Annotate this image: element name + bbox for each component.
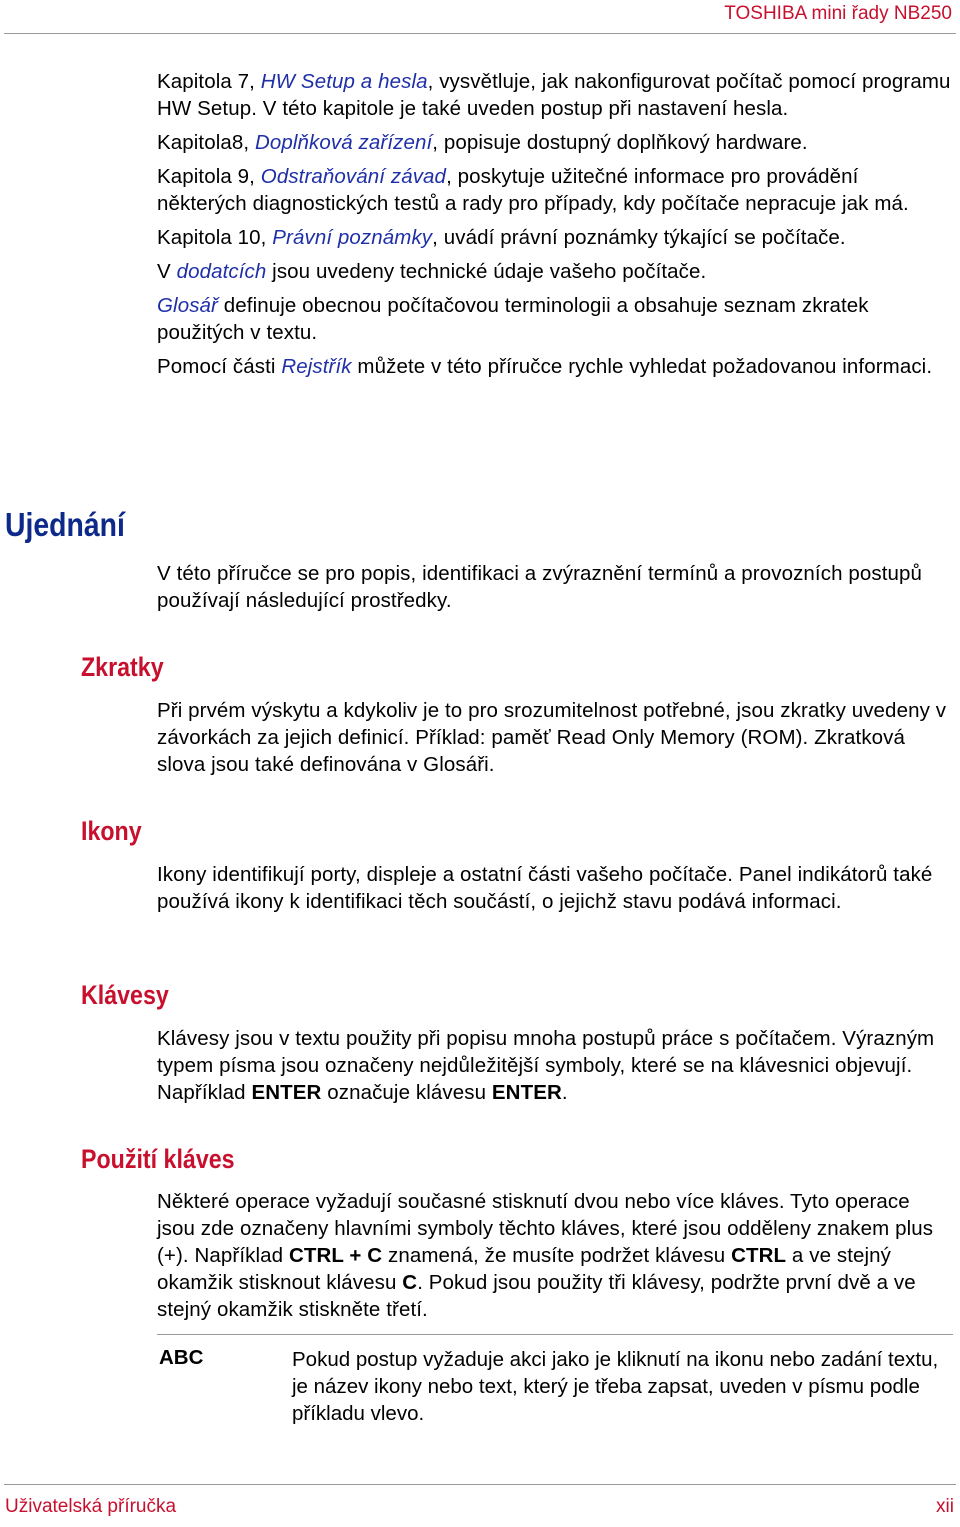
chapter-item (157, 163, 953, 217)
text: . Pokud jsou použity tři klávesy, podržte první dvě a ve stejný okamžik stiskněte třetí. (157, 1271, 916, 1321)
text: znamená, že musíte podržet klávesu (382, 1244, 732, 1267)
text: Kapitola 10, (157, 226, 273, 249)
key-enter: ENTER (251, 1081, 322, 1104)
chapter-item (157, 353, 953, 380)
link-dodatky[interactable]: dodatcích (176, 260, 267, 283)
subheading-ikony: Ikony (81, 816, 142, 846)
klavesy-text (157, 1025, 953, 1106)
klavesy-body (157, 1025, 953, 1106)
chapter-item (157, 68, 953, 122)
link-odstranovani-zavad[interactable]: Odstraňování závad (260, 165, 447, 188)
key-c: C (402, 1271, 418, 1294)
subheading-pouziti-klaves: Použití kláves (81, 1144, 235, 1174)
text: můžete v této příručce rychle vyhledat požadovanou informaci. (351, 355, 933, 378)
key-enter: ENTER (491, 1081, 562, 1104)
text: , popisuje dostupný doplňkový hardware. (432, 131, 808, 154)
ikony-body (157, 861, 953, 915)
link-rejstrik[interactable]: Rejstřík (281, 355, 352, 378)
text: označuje klávesu (321, 1081, 492, 1104)
text: , uvádí právní poznámky týkající se počítače. (432, 226, 846, 249)
zkratky-text: Při prvém výskytu a kdykoliv je to pro srozumitelnost potřebné, jsou zkratky uvedeny v závorkách za jejich definicí. Příklad: paměť Read Only Memory (ROM). Zkratková slova jsou také definována v Glosáři. (157, 699, 947, 776)
text: a ve stejný okamžik stisknout klávesu (157, 1244, 892, 1294)
section-heading: Ujednání (5, 506, 125, 543)
key-ctrl-c: CTRL + C (288, 1244, 383, 1267)
page-number: xii (936, 1496, 954, 1517)
section-intro (157, 560, 953, 614)
text: jsou uvedeny technické údaje vašeho počítače. (266, 260, 707, 283)
example-text: Pokud postup vyžaduje akci jako je kliknutí na ikonu nebo zadání textu, je název ikony nebo text, který je třeba zapsat, uveden v písmu podle příkladu vlevo. (292, 1348, 939, 1425)
header-divider (4, 33, 956, 34)
link-pravni-poznamky[interactable]: Právní poznámky (272, 226, 433, 249)
text: , poskytuje užitečné informace pro provádění některých diagnostických testů a rady pro případy, kdy počítače nepracuje jak má. (157, 165, 909, 215)
text: Klávesy jsou v textu použity při popisu mnoha postupů práce s počítačem. Výrazným typem písma jsou označeny nejdůležitější symboly, které se na klávesnici objevují. Například (157, 1027, 935, 1104)
text: Pomocí části (157, 355, 282, 378)
link-doplnkova-zarizeni[interactable]: Doplňková zařízení (254, 131, 433, 154)
text: V (157, 260, 177, 283)
link-glosar[interactable]: Glosář (157, 294, 218, 317)
chapter-item (157, 224, 953, 251)
chapter-item (157, 258, 953, 285)
chapter-list (157, 68, 953, 380)
chapter-item (157, 129, 953, 156)
footer-title: Uživatelská příručka (5, 1496, 177, 1517)
subheading-klavesy: Klávesy (81, 980, 169, 1010)
chapter-item (157, 292, 953, 346)
text: Kapitola 9, (157, 165, 261, 188)
subheading-zkratky: Zkratky (81, 652, 164, 682)
ikony-text: Ikony identifikují porty, displeje a ostatní části vašeho počítače. Panel indikátorů také používá ikony k identifikaci těch součástí, o jejichž stavu podává informaci. (157, 863, 933, 913)
example-divider (157, 1334, 953, 1335)
intro-text: V této příručce se pro popis, identifikaci a zvýraznění termínů a provozních postupů používají následující prostředky. (157, 562, 923, 612)
link-hw-setup[interactable]: HW Setup a hesla (260, 70, 428, 93)
text: Kapitola8, (157, 131, 255, 154)
text: Kapitola 7, (157, 70, 261, 93)
example-label: ABC (159, 1346, 204, 1369)
text: Některé operace vyžadují současné stisknutí dvou nebo více kláves. Tyto operace jsou zde označeny hlavními symboly těchto kláves, které jsou odděleny znakem plus (+). Například (157, 1190, 934, 1267)
zkratky-body (157, 697, 953, 778)
text: , vysvětluje, jak nakonfigurovat počítač pomocí programu HW Setup. V této kapitole je také uveden postup při nastavení hesla. (157, 70, 951, 120)
pouziti-text (157, 1188, 953, 1323)
header-title: TOSHIBA mini řady NB250 (724, 3, 952, 24)
text: definuje obecnou počítačovou terminologii a obsahuje seznam zkratek použitých v textu. (157, 294, 869, 344)
pouziti-body (157, 1188, 953, 1323)
text: . (561, 1081, 568, 1104)
footer-divider (4, 1484, 956, 1485)
key-ctrl: CTRL (731, 1244, 787, 1267)
